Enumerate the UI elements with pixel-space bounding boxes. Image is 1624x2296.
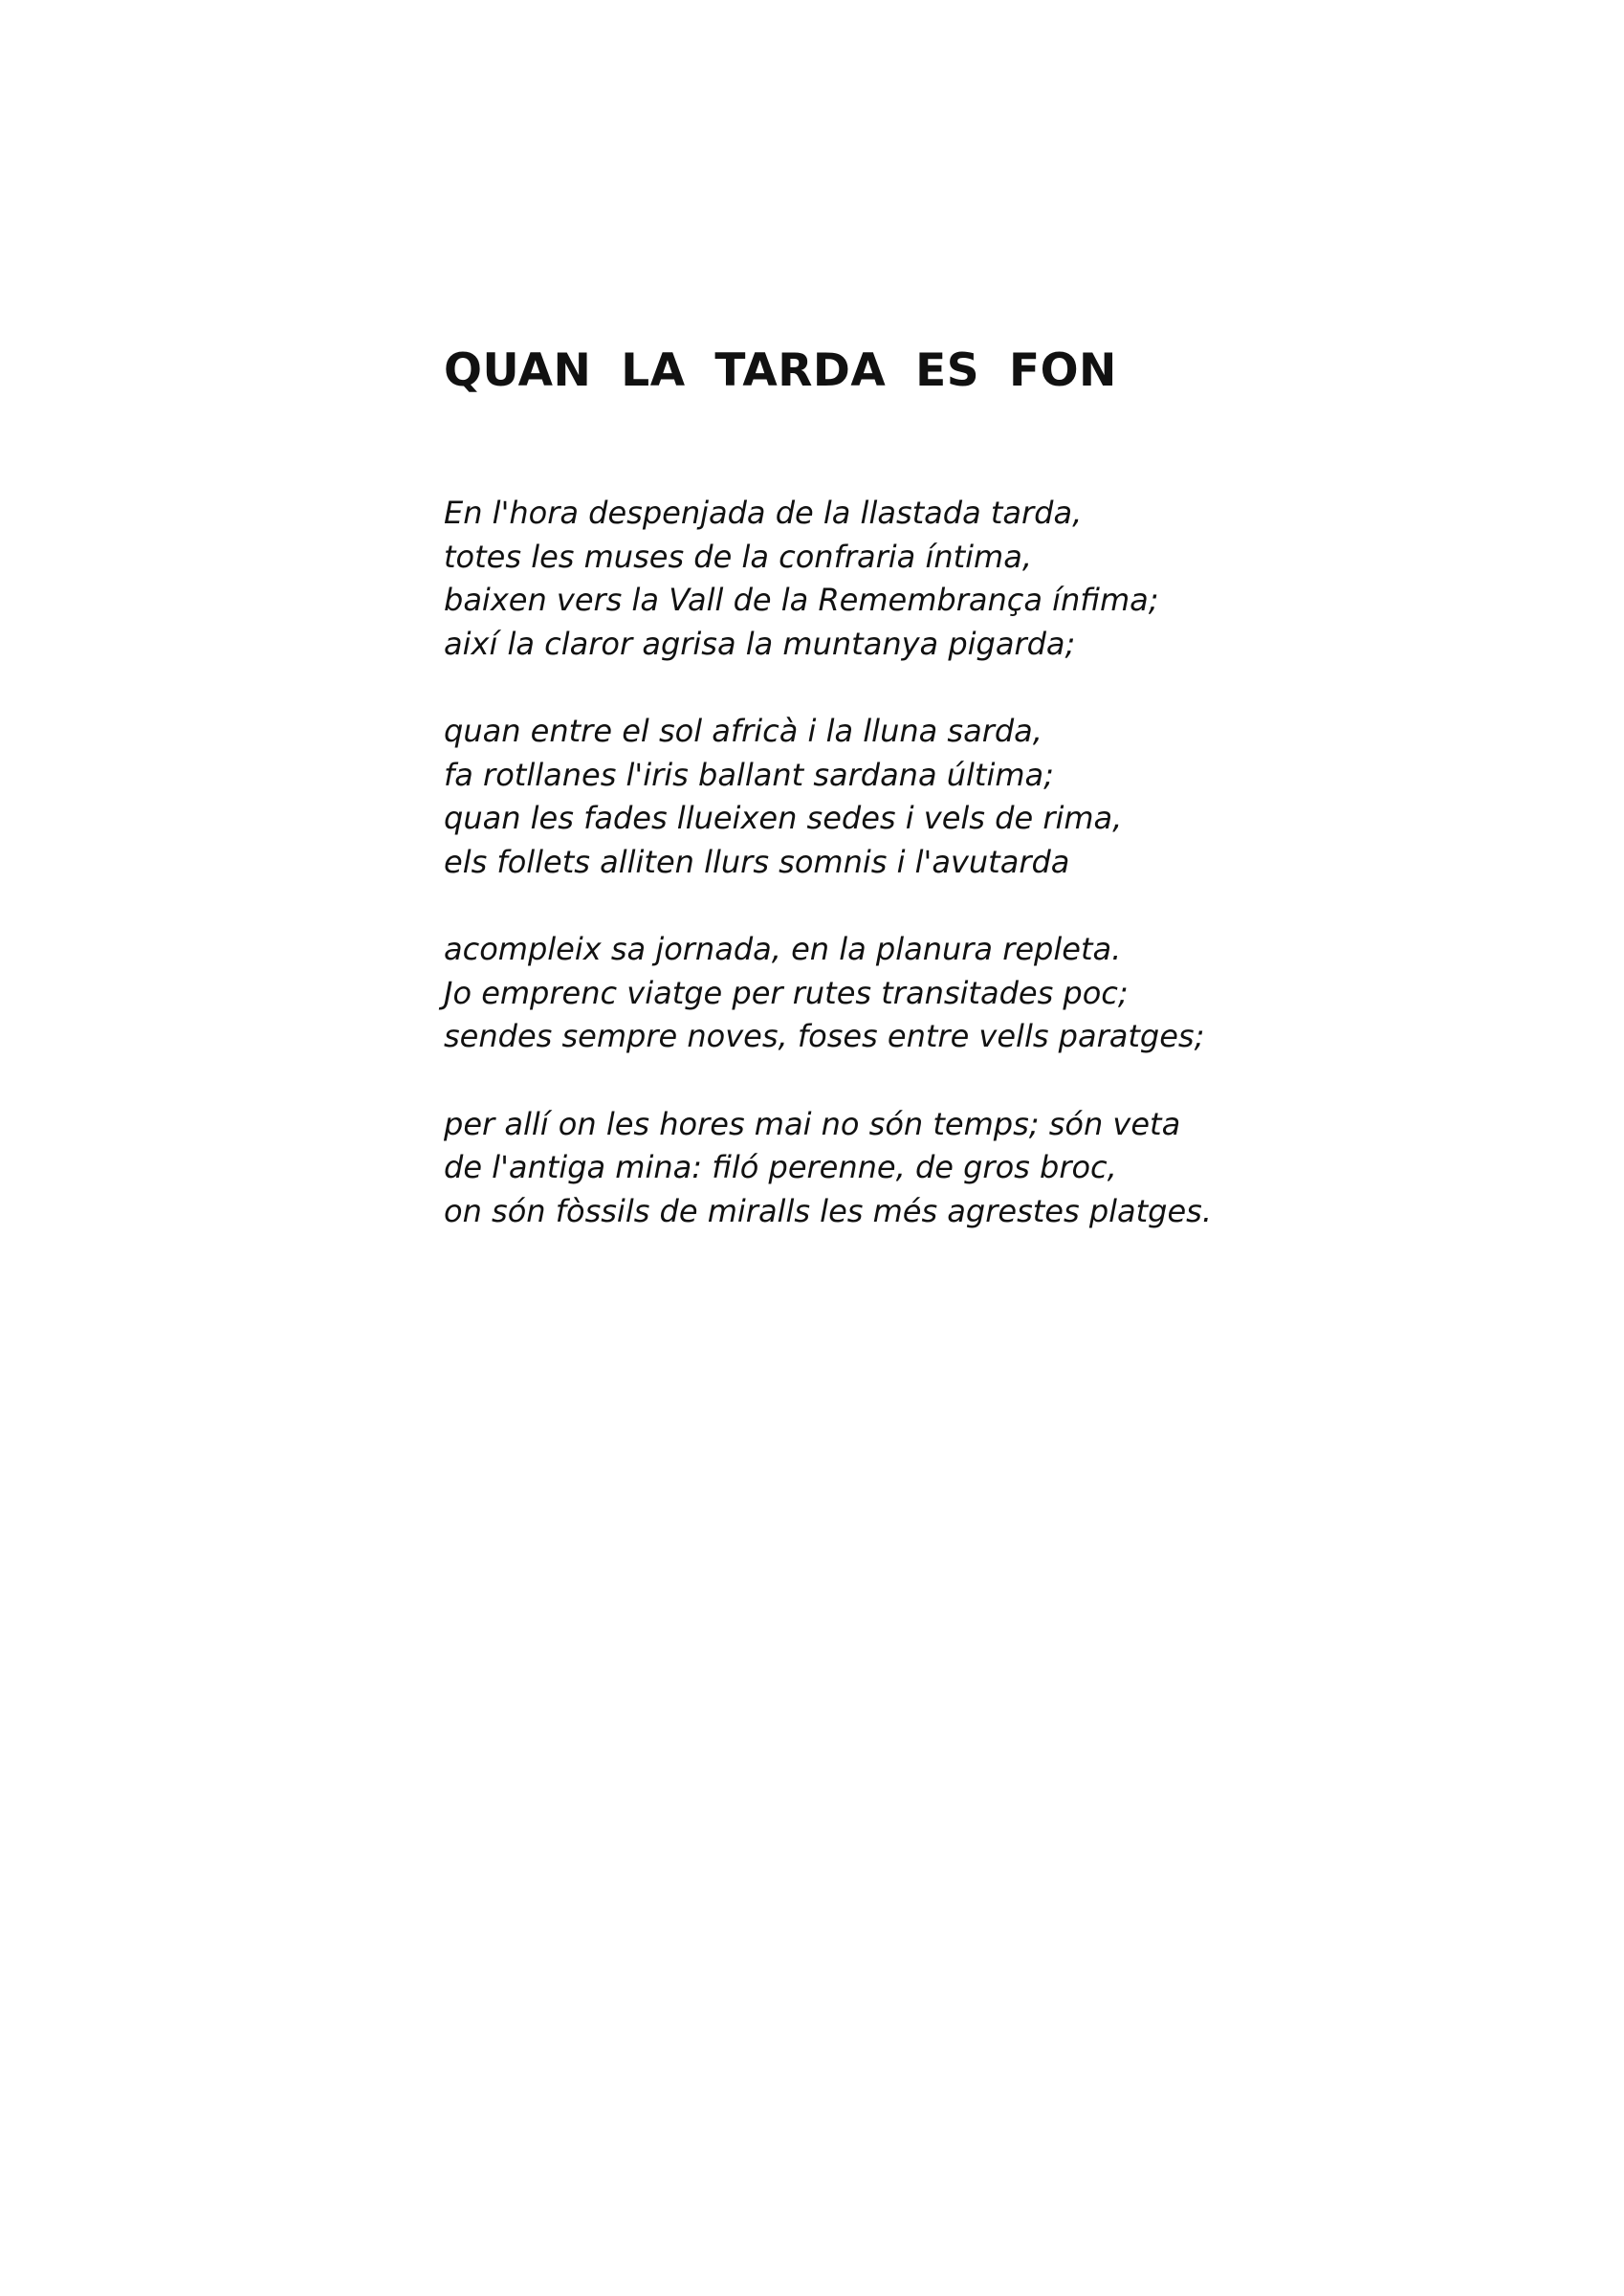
stanza-1 [444, 492, 1212, 666]
poem-line: quan entre el sol africà i la lluna sarda, [444, 713, 1042, 749]
poem-line: per allí on les hores mai no són temps; són veta [444, 1105, 1181, 1142]
poem-line: sendes sempre noves, foses entre vells paratges; [444, 1018, 1205, 1054]
poem-line: on són fòssils de miralls les més agrestes platges. [444, 1192, 1213, 1229]
poem-body [444, 492, 1212, 1277]
poem-line: totes les muses de la confraria íntima, [444, 538, 1032, 575]
stanza-2 [444, 710, 1212, 884]
poem-line: quan les fades llueixen sedes i vels de rima, [444, 800, 1123, 836]
poem-line: els follets alliten llurs somnis i l'avutarda [444, 843, 1070, 880]
poem-line: baixen vers la Vall de la Remembrança ínfima; [444, 582, 1159, 618]
poem-line: de l'antiga mina: filó perenne, de gros broc, [444, 1149, 1117, 1185]
poem-line: fa rotllanes l'iris ballant sardana última; [444, 756, 1054, 793]
poem-line: així la claror agrisa la muntanya pigarda; [444, 625, 1076, 662]
poem-line: En l'hora despenjada de la llastada tarda, [444, 495, 1083, 531]
poem-title: QUAN LA TARDA ES FON [444, 344, 1117, 397]
stanza-4 [444, 1103, 1212, 1234]
poem-line: acompleix sa jornada, en la planura repleta. [444, 931, 1122, 967]
poem-line: Jo emprenc viatge per rutes transitades poc; [444, 974, 1129, 1011]
stanza-3 [444, 928, 1212, 1059]
